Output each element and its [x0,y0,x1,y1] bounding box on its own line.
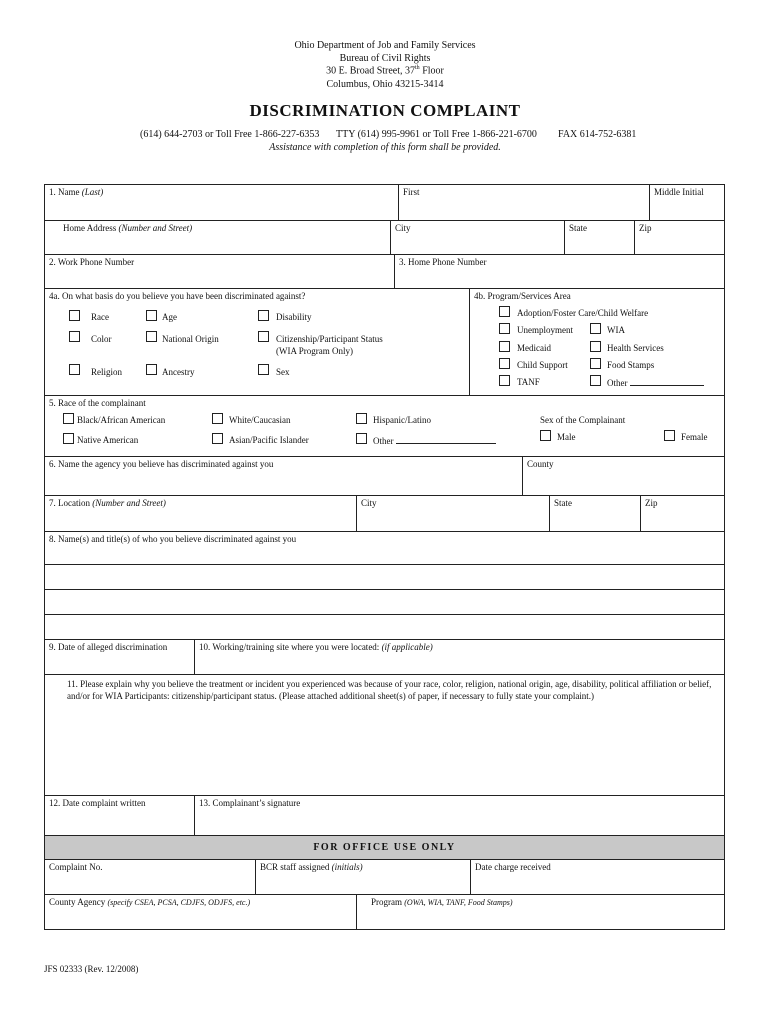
hispanic-label: Hispanic/Latino [373,415,431,425]
fax-line: FAX 614-752-6381 [558,129,637,140]
hispanic-checkbox[interactable] [356,413,367,424]
male-checkbox[interactable] [540,430,551,441]
white-checkbox[interactable] [212,413,223,424]
names-titles-field[interactable]: 8. Name(s) and title(s) of who you believe discriminated against you [44,531,725,565]
health-services-checkbox[interactable] [590,341,601,352]
adoption-label: Adoption/Foster Care/Child Welfare [517,308,649,318]
unemployment-checkbox[interactable] [499,323,510,334]
names-line-2[interactable] [44,589,725,615]
black-checkbox[interactable] [63,413,74,424]
date-charge-field: Date charge received [470,859,725,895]
female-label: Female [681,432,708,442]
race-label: Race [91,312,109,322]
home-zip-field[interactable]: Zip [634,220,725,255]
assistance-note: Assistance with completion of this form shall be provided. [269,142,501,153]
race-other-checkbox[interactable] [356,433,367,444]
male-label: Male [557,432,576,442]
agency-name: Ohio Department of Job and Family Services [294,40,476,51]
disability-label: Disability [276,312,312,322]
county-agency-field: County Agency (specify CSEA, PCSA, CDJFS, ODJFS, etc.) [44,894,357,930]
work-phone-field[interactable]: 2. Work Phone Number [44,254,395,289]
national-origin-checkbox[interactable] [146,331,157,342]
program-other-checkbox[interactable] [590,375,601,386]
national-origin-label: National Origin [162,334,219,344]
asian-label: Asian/Pacific Islander [229,435,309,445]
signature-field[interactable]: 13. Complainant’s signature [194,795,725,836]
citizenship-checkbox[interactable] [258,331,269,342]
basis-section: 4a. On what basis do you believe you have been discriminated against? [44,288,470,396]
agency-address: 30 E. Broad Street, 37th Floor [326,65,444,77]
home-city-field[interactable]: City [390,220,565,255]
child-support-checkbox[interactable] [499,358,510,369]
name-first-field[interactable]: First [398,184,650,221]
medicaid-checkbox[interactable] [499,341,510,352]
location-field[interactable]: 7. Location (Number and Street) [44,495,357,532]
worksite-field[interactable]: 10. Working/training site where you were located: (if applicable) [194,639,725,675]
program-other-line[interactable] [630,377,704,386]
religion-label: Religion [91,367,122,377]
complaint-no-field: Complaint No. [44,859,256,895]
race-other-label: Other [373,435,496,446]
race-checkbox[interactable] [69,310,80,321]
middle-initial-field[interactable]: Middle Initial [649,184,725,221]
child-support-label: Child Support [517,360,568,370]
health-services-label: Health Services [607,343,664,353]
color-checkbox[interactable] [69,331,80,342]
home-state-field[interactable]: State [564,220,635,255]
unemployment-label: Unemployment [517,325,573,335]
native-checkbox[interactable] [63,433,74,444]
race-section: 5. Race of the complainant [44,395,725,457]
sex-checkbox[interactable] [258,364,269,375]
names-line-3[interactable] [44,614,725,640]
disability-checkbox[interactable] [258,310,269,321]
food-stamps-checkbox[interactable] [590,358,601,369]
bureau-name: Bureau of Civil Rights [339,53,431,64]
adoption-checkbox[interactable] [499,306,510,317]
tanf-checkbox[interactable] [499,375,510,386]
names-line-1[interactable] [44,564,725,590]
program-field: Program (OWA, WIA, TANF, Food Stamps) [356,894,725,930]
date-alleged-field[interactable]: 9. Date of alleged discrimination [44,639,195,675]
female-checkbox[interactable] [664,430,675,441]
wia-label: WIA [607,325,625,335]
home-address-field[interactable]: Home Address (Number and Street) [44,220,391,255]
white-label: White/Caucasian [229,415,291,425]
age-label: Age [162,312,177,322]
program-section: 4b. Program/Services Area [469,288,725,396]
program-other-label: Other [607,377,704,388]
tty-line: TTY (614) 995-9961 or Toll Free 1-866-221-6700 [336,129,537,140]
black-label: Black/African American [77,415,166,425]
tanf-label: TANF [517,377,540,387]
agency-city: Columbus, Ohio 43215-3414 [326,79,444,90]
ancestry-label: Ancestry [162,367,195,377]
phone-line: (614) 644-2703 or Toll Free 1-866-227-6353 [140,129,320,140]
color-label: Color [91,334,112,344]
date-written-field[interactable]: 12. Date complaint written [44,795,195,836]
home-phone-field[interactable]: 3. Home Phone Number [394,254,725,289]
citizenship-sublabel: (WIA Program Only) [276,346,353,356]
sex-label: Sex [276,367,290,377]
sex-complainant-label: Sex of the Complainant [540,415,626,425]
location-zip-field[interactable]: Zip [640,495,725,532]
native-label: Native American [77,435,139,445]
medicaid-label: Medicaid [517,343,551,353]
location-city-field[interactable]: City [356,495,550,532]
asian-checkbox[interactable] [212,433,223,444]
religion-checkbox[interactable] [69,364,80,375]
form-id: JFS 02333 (Rev. 12/2008) [44,964,139,974]
citizenship-label: Citizenship/Participant Status [276,334,383,344]
bcr-staff-field: BCR staff assigned (initials) [255,859,471,895]
explanation-field[interactable]: 11. Please explain why you believe the treatment or incident you experienced was because of your race, color, religion, national origin, age, disability, political affiliation or belief, and/or for WIA Participants: citizenship/participant status. (Please attached additional sheet(s) of paper, if necessary to fully state your complaint.) [44,674,725,796]
race-other-line[interactable] [396,435,496,444]
wia-checkbox[interactable] [590,323,601,334]
form-title: DISCRIMINATION COMPLAINT [249,101,521,120]
office-use-heading: FOR OFFICE USE ONLY [44,835,725,860]
age-checkbox[interactable] [146,310,157,321]
food-stamps-label: Food Stamps [607,360,655,370]
ancestry-checkbox[interactable] [146,364,157,375]
county-field[interactable]: County [522,456,725,496]
location-state-field[interactable]: State [549,495,641,532]
agency-field[interactable]: 6. Name the agency you believe has discriminated against you [44,456,523,496]
name-last-field[interactable]: 1. Name (Last) [44,184,399,221]
